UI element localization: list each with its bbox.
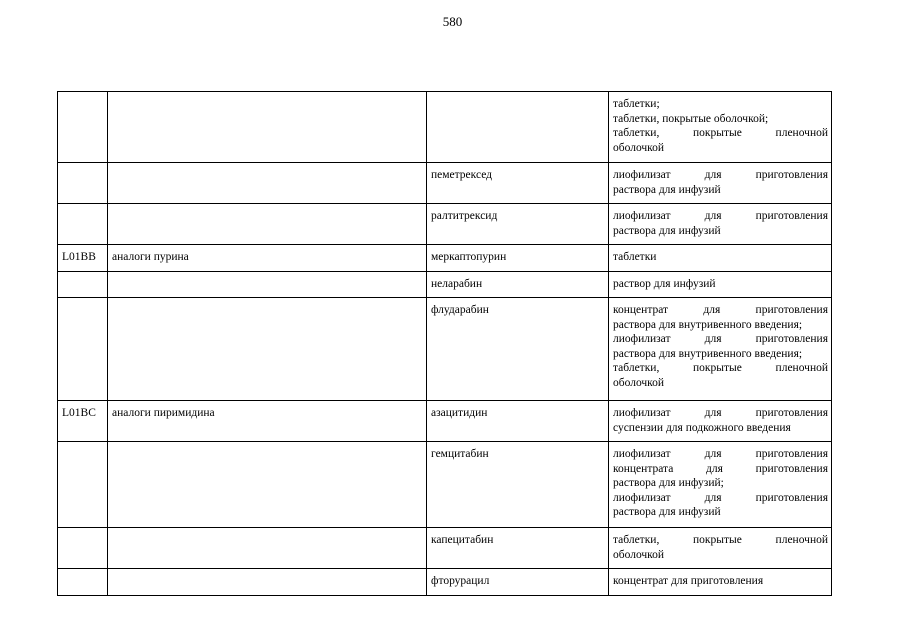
table-row (58, 204, 832, 245)
dosage-form-line: таблетки, покрытые пленочной (613, 127, 828, 140)
drug-name-cell: пеметрексед (427, 163, 609, 204)
dosage-form-line: оболочкой (613, 141, 665, 154)
atc-code-cell (58, 569, 108, 596)
table-row (58, 298, 832, 401)
dosage-form-line: таблетки (613, 251, 657, 263)
dosage-form-cell (609, 569, 832, 596)
drug-name-cell: меркаптопурин (427, 245, 609, 272)
dosage-form-line: раствор для инфузий (613, 278, 716, 290)
drug-name-cell (427, 92, 609, 163)
dosage-form-line: лиофилизат для приготовления (613, 491, 828, 504)
drug-name-cell: азацитидин (427, 401, 609, 442)
table-row (58, 92, 832, 163)
dosage-form-cell (609, 245, 832, 272)
dosage-form-line: раствора для инфузий (613, 506, 721, 519)
atc-code-cell (58, 163, 108, 204)
dosage-form-cell (609, 272, 832, 298)
group-name-cell (108, 92, 427, 163)
dosage-form-line: раствора для инфузий (613, 224, 721, 237)
group-name-cell (108, 569, 427, 596)
dosage-form-line: концентрат для приготовления (613, 575, 764, 587)
drug-name-cell: неларабин (427, 272, 609, 298)
dosage-form-line: концентрата для приготовления (613, 462, 828, 475)
group-name-cell (108, 298, 427, 401)
table-row (58, 569, 832, 596)
table-row (58, 528, 832, 569)
group-name-cell (108, 272, 427, 298)
dosage-form-line: раствора для инфузий; (613, 477, 724, 490)
atc-code-cell (58, 92, 108, 163)
atc-code-cell (58, 204, 108, 245)
drug-name-cell: флударабин (427, 298, 609, 401)
table-row (58, 401, 832, 442)
table-row (58, 163, 832, 204)
table-row (58, 442, 832, 528)
dosage-form-cell (609, 163, 832, 204)
dosage-form-line: лиофилизат для приготовления (613, 333, 828, 346)
dosage-form-line: концентрат для приготовления (613, 304, 828, 316)
dosage-form-line: раствора для внутривенного введения; (613, 318, 803, 331)
group-name-cell (108, 163, 427, 204)
dosage-form-cell (609, 442, 832, 528)
dosage-form-line: лиофилизат для приготовления (613, 169, 828, 181)
table-row (58, 272, 832, 298)
dosage-form-line: таблетки, покрытые пленочной (613, 362, 828, 375)
dosage-form-cell (609, 298, 832, 401)
atc-code-cell: L01BB (58, 245, 108, 272)
drug-name-cell: капецитабин (427, 528, 609, 569)
dosage-form-line: лиофилизат для приготовления (613, 407, 828, 419)
page-number: 580 (442, 14, 463, 29)
group-name-cell (108, 204, 427, 245)
drug-table (57, 91, 832, 596)
dosage-form-line: таблетки, покрытые оболочкой; (613, 112, 769, 125)
dosage-form-line: лиофилизат для приготовления (613, 210, 828, 222)
atc-code-cell (58, 272, 108, 298)
dosage-form-line: таблетки, покрытые пленочной (613, 534, 828, 546)
table-row (58, 245, 832, 272)
dosage-form-cell (609, 528, 832, 569)
dosage-form-cell (609, 204, 832, 245)
dosage-form-line: таблетки; (613, 98, 660, 110)
dosage-form-line: раствора для инфузий (613, 183, 721, 196)
group-name-cell (108, 528, 427, 569)
dosage-form-line: суспензии для подкожного введения (613, 421, 791, 434)
atc-code-cell (58, 298, 108, 401)
group-name-cell (108, 442, 427, 528)
atc-code-cell (58, 442, 108, 528)
dosage-form-line: лиофилизат для приготовления (613, 448, 828, 460)
atc-code-cell (58, 528, 108, 569)
drug-name-cell: гемцитабин (427, 442, 609, 528)
group-name-cell: аналоги пурина (108, 245, 427, 272)
dosage-form-line: оболочкой (613, 548, 665, 561)
dosage-form-line: оболочкой (613, 376, 665, 389)
drug-name-cell: фторурацил (427, 569, 609, 596)
group-name-cell: аналоги пиримидина (108, 401, 427, 442)
dosage-form-cell (609, 92, 832, 163)
atc-code-cell: L01BC (58, 401, 108, 442)
drug-name-cell: ралтитрексид (427, 204, 609, 245)
dosage-form-cell (609, 401, 832, 442)
dosage-form-line: раствора для внутривенного введения; (613, 347, 803, 360)
